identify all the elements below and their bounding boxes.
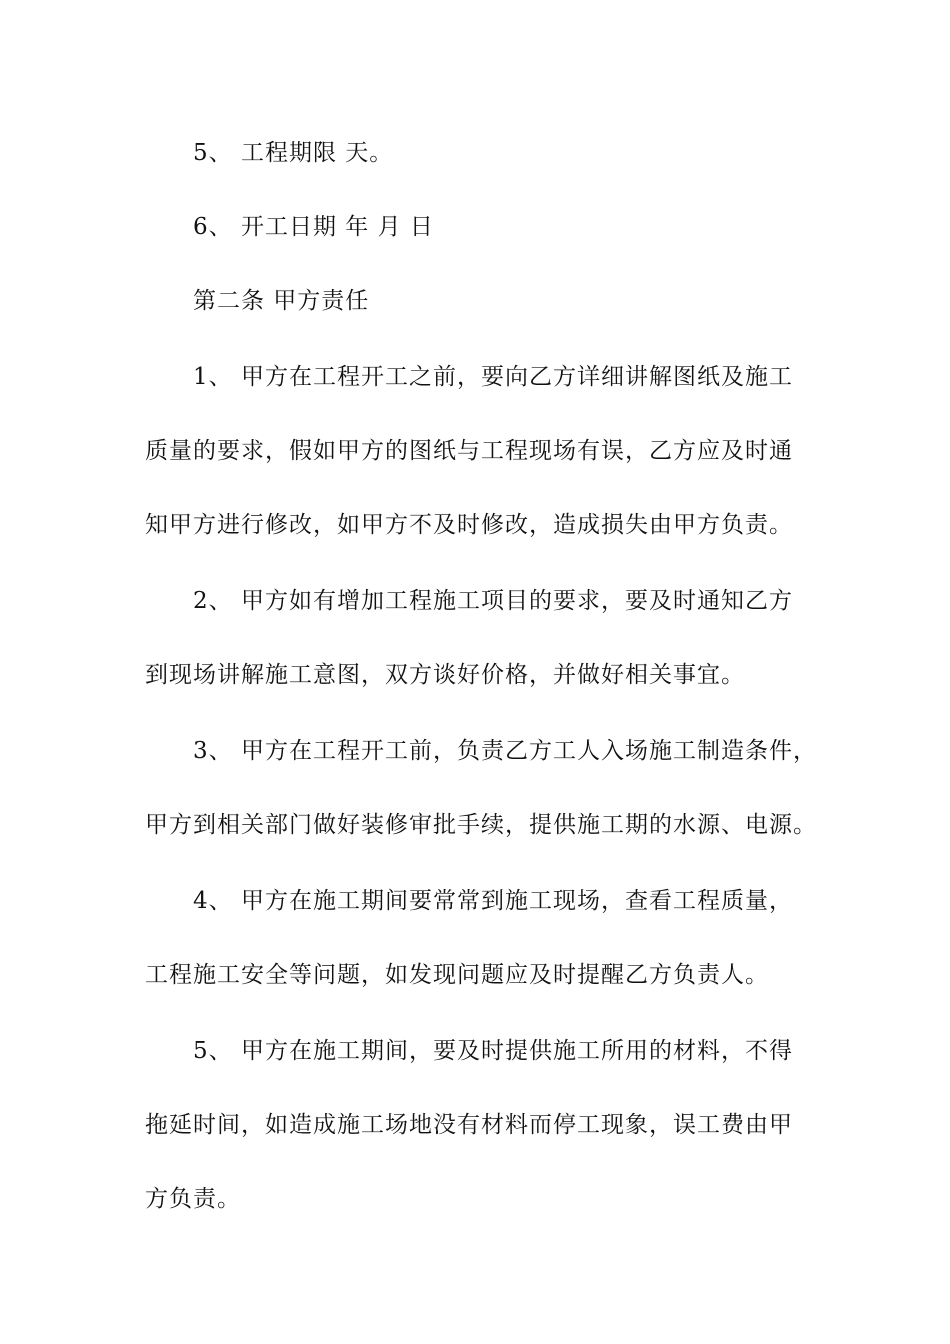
section-heading-party-a-responsibility: 第二条 甲方责任 <box>193 288 370 314</box>
paragraph-2-line-2: 到现场讲解施工意图，双方谈好价格，并做好相关事宜。 <box>145 662 745 688</box>
paragraph-3-line-2: 甲方到相关部门做好装修审批手续，提供施工期的水源、电源。 <box>145 812 817 838</box>
paragraph-2-line-1: 2、 甲方如有增加工程施工项目的要求，要及时通知乙方 <box>193 588 793 614</box>
paragraph-4-line-2: 工程施工安全等问题，如发现问题应及时提醒乙方负责人。 <box>145 962 769 988</box>
paragraph-1-line-3: 知甲方进行修改，如甲方不及时修改，造成损失由甲方负责。 <box>145 512 793 538</box>
clause-5-project-duration: 5、 工程期限 天。 <box>193 140 394 166</box>
paragraph-1-line-2: 质量的要求，假如甲方的图纸与工程现场有误，乙方应及时通 <box>145 438 793 464</box>
paragraph-5-line-3: 方负责。 <box>145 1186 241 1212</box>
paragraph-5-line-1: 5、 甲方在施工期间，要及时提供施工所用的材料，不得 <box>193 1038 793 1064</box>
paragraph-5-line-2: 拖延时间，如造成施工场地没有材料而停工现象，误工费由甲 <box>145 1112 793 1138</box>
paragraph-1-line-1: 1、 甲方在工程开工之前，要向乙方详细讲解图纸及施工 <box>193 364 793 390</box>
paragraph-4-line-1: 4、 甲方在施工期间要常常到施工现场，查看工程质量， <box>193 888 793 914</box>
clause-6-start-date: 6、 开工日期 年 月 日 <box>193 214 434 240</box>
paragraph-3-line-1: 3、 甲方在工程开工前，负责乙方工人入场施工制造条件， <box>193 738 817 764</box>
